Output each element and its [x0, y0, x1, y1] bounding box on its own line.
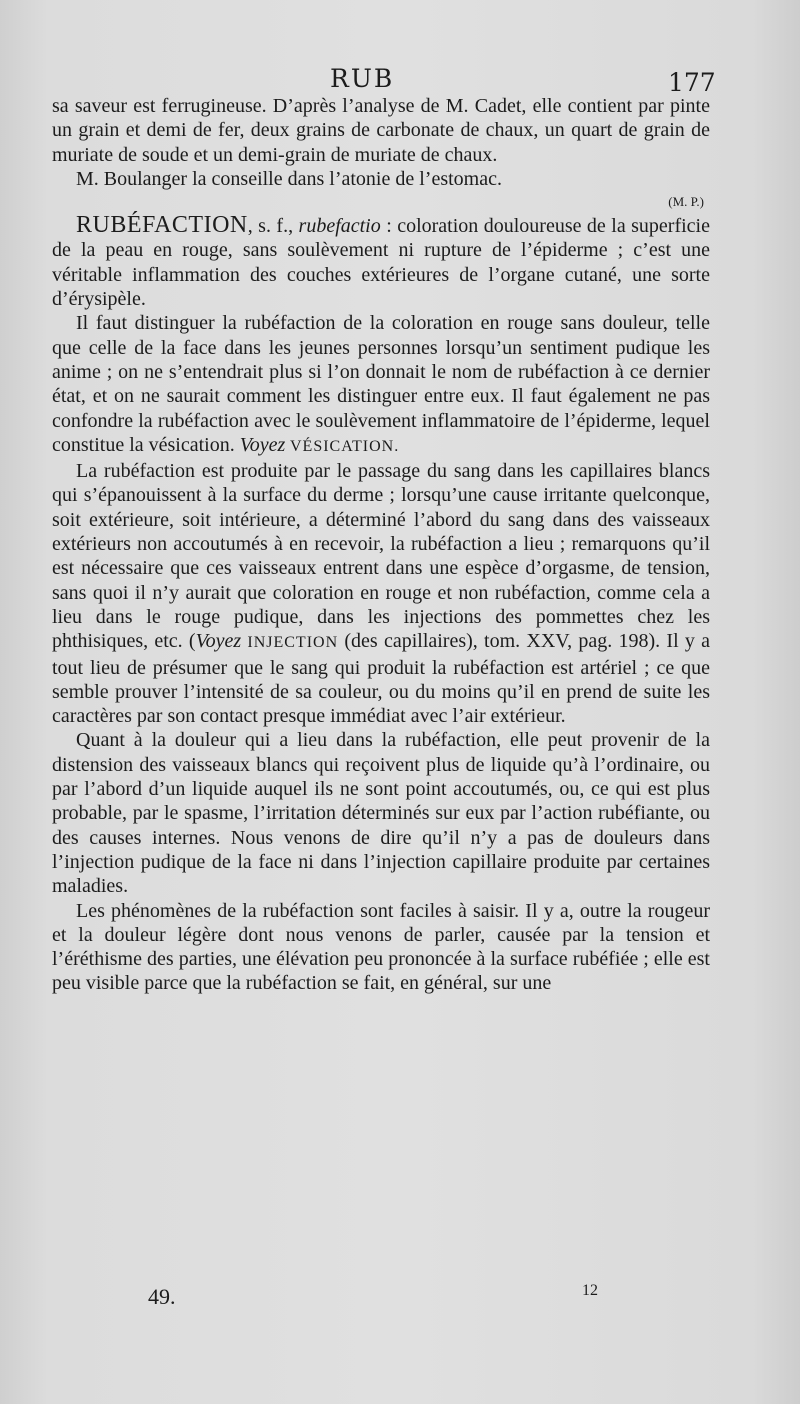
body-text	[52, 94, 710, 996]
paragraph-rubefaction-entry	[52, 213, 710, 311]
signature-mark: 49.	[148, 1284, 176, 1309]
paragraph-5	[52, 459, 710, 728]
cross-reference: VÉSICATION.	[285, 437, 400, 455]
author-signature: (M. P.)	[668, 194, 704, 210]
entry-headword: RUBÉFACTION	[76, 212, 248, 239]
paragraph-7: Les phénomènes de la rubéfaction sont faciles à saisir. Il y a, outre la rougeur et la douleur légère dont nous venons de parler, causée par la tension et l’éréthisme des parties, une élévation peu prononcée à la surface rubéfiée ; elle est peu visible parce que la rubéfaction se fait, en général, sur une	[52, 899, 710, 995]
paragraph-5-text-a: La rubéfaction est produite par le passage du sang dans les capillaires blancs qui s’épanouissent à la surface du derme ; lorsqu’une cause irritante quelconque, soit extérieure, soit intérieure, a déterminé l’abord du sang dans des vaisseaux extérieurs non accoutumés à en recevoir, la rubéfaction a lieu ; remarquons qu’il est nécessaire que ces vaisseaux entrent dans une espèce d’orgasme, de tension, sans quoi il n’y aurait que coloration en rouge et non rubéfaction, comme cela a lieu dans le rouge pudique, dans les injections des pommettes chez les phthisiques, etc. (	[52, 460, 710, 653]
paragraph-4-text: Il faut distinguer la rubéfaction de la coloration en rouge sans douleur, telle que celle de la face dans les jeunes personnes lorsqu’un sentiment pudique les anime ; on ne s’entendrait plus si l’on donnait le nom de rubéfaction à ce dernier état, et on ne saurait comment les distinguer entre eux. Il faut également ne pas confondre la rubéfaction avec le soulèvement inflammatoire de l’épiderme, lequel constitue la vésication.	[52, 312, 710, 456]
cross-reference: INJECTION	[241, 634, 339, 652]
entry-definition: : coloration douloureuse de la superficie de la peau en rouge, sans soulèvement ni rupture de l’épiderme ; c’est une véritable inflammation des couches extérieures de l’organe cutané, une sorte d’érysipèle.	[52, 215, 710, 311]
paragraph-1: sa saveur est ferrugineuse. D’après l’analyse de M. Cadet, elle contient par pinte un grain et demi de fer, deux grains de carbonate de chaux, un quart de grain de muriate de soude et un demi-grain de muriate de chaux.	[52, 95, 710, 166]
entry-grammar: , s. f.,	[247, 215, 299, 238]
running-title: RUB	[330, 64, 395, 93]
voyez-word: Voyez	[239, 433, 286, 456]
paragraph-6: Quant à la douleur qui a lieu dans la rubéfaction, elle peut provenir de la distension des vaisseaux blancs qui reçoivent plus de liquide qu’à l’ordinaire, ou par l’abord d’un liquide auquel ils ne sont point accoutumés, ou, ce qui est plus probable, par le spasme, l’irritation déterminés sur eux par l’action rubéfiante, ou des causes internes. Nous venons de dire qu’il n’y a pas de douleurs dans l’injection pudique de la face ni dans l’injection capillaire produite par certaines maladies.	[52, 729, 710, 898]
sheet-number: 12	[582, 1282, 598, 1299]
voyez-word: Voyez	[195, 630, 242, 653]
paragraph-5-text-b: (des capillaires), tom. XXV, pag. 198). Il y a tout lieu de présumer que le sang qui produit la rubéfaction est artériel ; ce que semble prouver l’intensité de sa couleur, ou du moins qu’il en prend de suite les caractères par son contact presque immédiat avec l’air extérieur.	[52, 630, 710, 728]
page-number: 177	[668, 68, 716, 97]
entry-latin: rubefactio	[298, 215, 381, 238]
paragraph-2: M. Boulanger la conseille dans l’atonie de l’estomac.	[76, 167, 502, 190]
paragraph-4	[52, 311, 710, 459]
